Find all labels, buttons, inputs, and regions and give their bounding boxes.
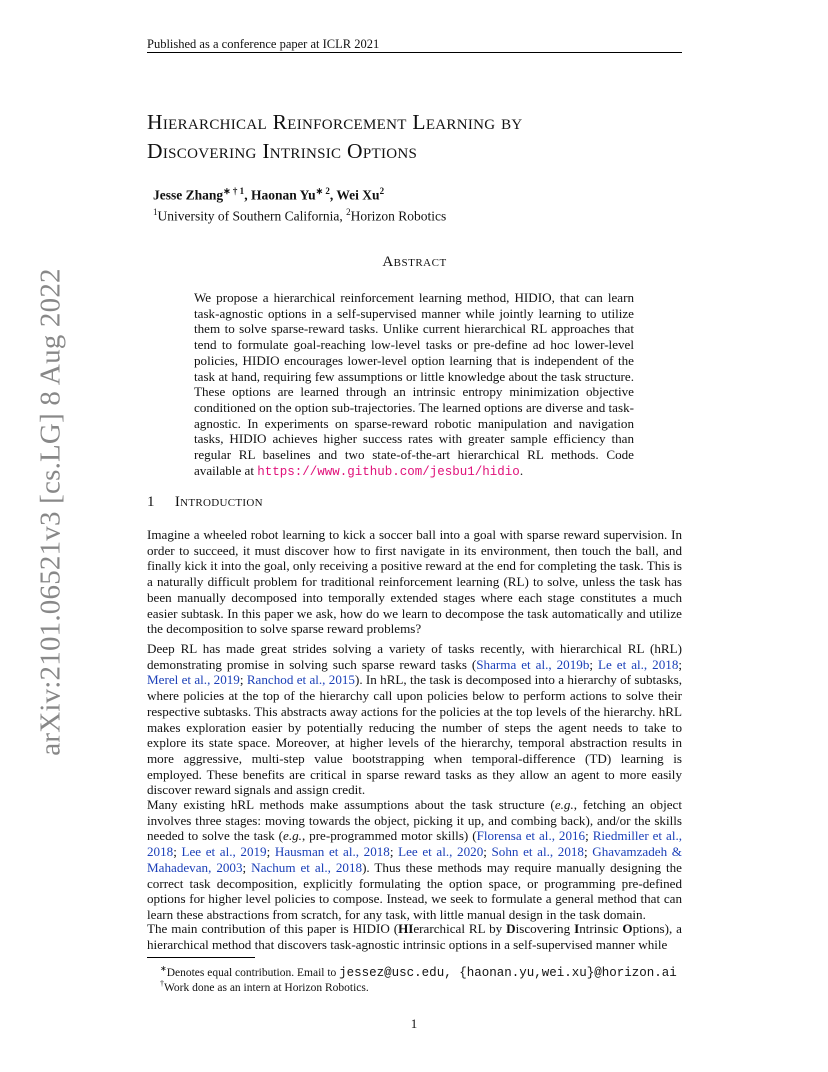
text-run: ; <box>266 844 275 860</box>
text-run: , pre-programmed motor skills) ( <box>301 828 477 844</box>
text-run: iscovering <box>515 921 575 936</box>
text-run: ; <box>589 656 598 672</box>
text-run: Deep RL has made great strides solving a variety of tasks recently, with hierarchical RL (hRL) demonstrating promise in solving such sparse reward tasks ( <box>147 641 682 672</box>
section-heading-introduction <box>147 494 263 511</box>
affiliations <box>153 204 446 225</box>
author-3-marks: 2 <box>379 186 385 196</box>
author-block <box>153 183 446 224</box>
affiliation-2: Horizon Robotics <box>350 208 447 223</box>
abstract-heading: Abstract <box>382 254 447 270</box>
text-run: Many existing hRL methods make assumptions about the task structure ( <box>147 797 555 812</box>
abstract-text: We propose a hierarchical reinforcement learning method, HIDIO, that can learn task-agnostic options in a self-supervised manner while jointly learning to utilize them to solve sparse-reward tasks. Unlike current hierarchical RL approaches that tend to formulate goal-reaching low-level tasks or pre-define ad hoc lower-level policies, HIDIO encourages lower-level option learning that is independent of the task at hand, requiring few assumptions or little knowledge about the task structure. These options are learned through an intrinsic entropy minimization objective conditioned on the option sub-trajectories. The learned options are diverse and task-agnostic. In experiments on sparse-reward robotic manipulation and navigation tasks, HIDIO achieves higher success rates with greater sample efficiency than regular RL baselines and two state-of-the-art hierarchical RL methods. Code available at <box>194 290 634 478</box>
text-run: ; <box>239 672 247 688</box>
text-run: ). In hRL, the task is decomposed into a hierarchy of subtasks, where policies at the top of the hierarchy call upon policies below to perform actions to solve their respective subtasks. This abstracts away actions for the policies at the top levels of the hierarchy. hRL makes exploration easier by potentially reducing the number of steps the agent needs to take to explore its state space. Moreover, at higher levels of the hierarchy, temporal abstraction results in more aggressive, multi-step value bootstrapping when temporal-difference (TD) learning is employed. These benefits are critical in sparse reward tasks as they allow an agent to more easily discover reward signals and assign credit. <box>147 672 683 798</box>
footnote-2-mark: † <box>160 979 164 988</box>
citation-link[interactable]: Le et al., 2018 <box>598 656 679 672</box>
text-run: ; <box>678 656 683 672</box>
citation-link[interactable]: Sharma et al., 2019b <box>476 656 590 672</box>
paper-title <box>147 108 523 166</box>
citation-link[interactable]: Hausman et al., 2018 <box>274 844 390 860</box>
paragraph-2 <box>147 641 682 798</box>
italic-eg: e.g. <box>283 828 302 844</box>
section-title: Introduction <box>174 494 263 510</box>
paragraph-1: Imagine a wheeled robot learning to kick a soccer ball into a goal with sparse reward supervision. In order to succeed, it must discover how to first navigate in its environment, then touch the ball, and finally kick it into the goal, only receiving a positive reward at the end for completing the task. This is a naturally difficult problem for traditional reinforcement learning (RL) to solve, unless the task has been manually decomposed into temporally extended stages where each stage constitutes a much easier subtask. In this paper we ask, how do we learn to decompose the task automatically and utilize the decomposition to solve sparse reward problems? <box>147 527 682 637</box>
author-1: Jesse Zhang <box>153 187 224 203</box>
text-run: ptions), a hierarchical method that discovers task-agnostic intrinsic options in a self-supervised manner while <box>147 921 682 952</box>
citation-link[interactable]: Ranchod et al., 2015 <box>246 672 355 688</box>
author-1-marks: ∗ † 1 <box>223 186 245 196</box>
arxiv-identifier-stamp: arXiv:2101.06521v3 [cs.LG] 8 Aug 2022 <box>34 268 67 756</box>
citation-link[interactable]: Lee et al., 2020 <box>398 844 484 860</box>
footnote-rule <box>147 957 255 958</box>
footnote-1-mark: ∗ <box>160 964 167 973</box>
bold-letter: D <box>506 921 516 936</box>
abstract-body <box>194 290 634 480</box>
text-run: ; <box>242 859 252 875</box>
footnote-1-text: Denotes equal contribution. Email to <box>166 966 340 979</box>
author-2: Haonan Yu <box>250 187 316 203</box>
italic-eg: e.g. <box>554 797 574 812</box>
text-run: ). Thus these methods may require manually designing the correct task decomposition, explicitly formulating the option space, or programming pre-defined options for higher level policies to compose. Instead, we seek to formulate a general method that can learn these abstractions from scratch, for any task, with little manual design in the task domain. <box>147 859 682 922</box>
text-run: , fetching an object involves three stages: moving towards the object, picking it up, and combing back), and/or the skills needed to solve the task ( <box>147 797 682 844</box>
text-run: The main contribution of this paper is HIDIO ( <box>147 921 399 936</box>
author-names: Jesse Zhang$^{∗ \dagger 1}$, Haonan $Yu^{∗ 2}$, Wei Xu$^2$ <box>153 186 385 203</box>
text-run: ; <box>483 844 492 860</box>
bold-letter: I <box>574 921 580 936</box>
author-3: Wei Xu <box>336 187 380 203</box>
footnote-1-email: jessez@usc.edu, {haonan.yu,wei.xu}@horizon.ai <box>339 965 677 980</box>
header-rule <box>147 52 682 53</box>
title-line-1: Hierarchical Reinforcement Learning by <box>147 110 523 134</box>
bold-letter: O <box>622 921 633 936</box>
citation-link[interactable]: Nachum et al., 2018 <box>251 859 363 875</box>
author-2-marks: ∗ 2 <box>315 186 330 196</box>
text-run: ntrinsic <box>579 921 623 936</box>
citation-link[interactable]: Riedmiller et al., 2018 <box>147 828 683 860</box>
text-run: ; <box>173 844 182 860</box>
code-url-link[interactable]: https://www.github.com/jesbu1/hidio <box>257 464 520 479</box>
title-line-2: Discovering Intrinsic Options <box>147 139 418 163</box>
text-run: ; <box>583 844 593 860</box>
footnote-2-text: Work done as an intern at Horizon Robotics. <box>164 981 369 994</box>
aff-2-mark: 2 <box>346 206 351 217</box>
page-number: 1 <box>410 1016 418 1031</box>
aff-1-mark: 1 <box>153 206 158 217</box>
text-run: erarchical RL by <box>413 921 507 936</box>
citation-link[interactable]: Florensa et al., 2016 <box>476 828 586 844</box>
running-header: Published as a conference paper at ICLR 2021 <box>147 37 380 51</box>
citation-link[interactable]: Merel et al., 2019 <box>147 672 240 688</box>
paragraph-4 <box>147 921 682 952</box>
footnote-2 <box>160 977 369 995</box>
citation-link[interactable]: Sohn et al., 2018 <box>491 844 584 860</box>
text-run: ; <box>585 828 593 844</box>
abstract-end: . <box>519 462 524 478</box>
text-run: ; <box>389 844 399 860</box>
affiliation-1: University of Southern California, <box>157 208 347 223</box>
section-number: 1 <box>147 494 155 510</box>
paragraph-3 <box>147 797 682 923</box>
citation-link[interactable]: Ghavamzadeh & Mahadevan, 2003 <box>147 844 682 875</box>
bold-letter: HI <box>398 921 414 936</box>
citation-link[interactable]: Lee et al., 2019 <box>181 844 267 860</box>
